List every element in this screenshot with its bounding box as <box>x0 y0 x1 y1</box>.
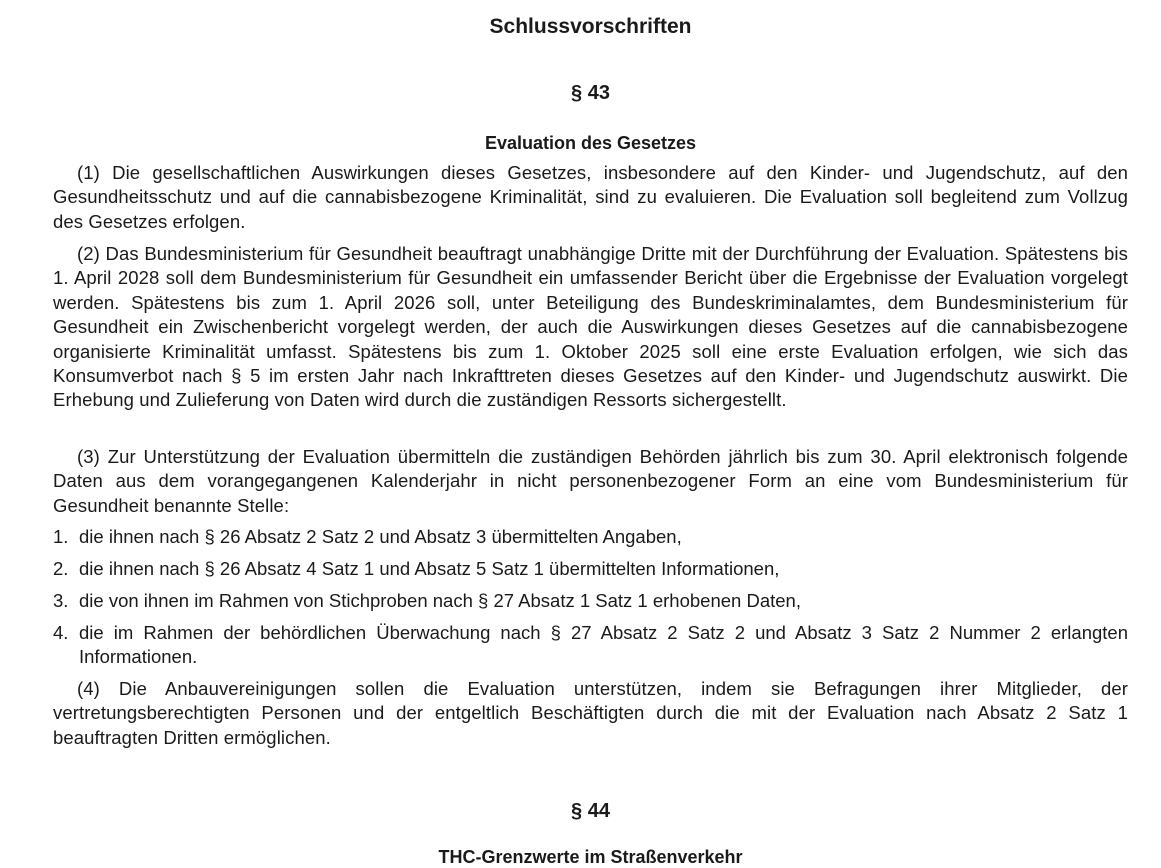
list-item <box>53 621 1128 670</box>
list-item-number: 3. <box>53 590 69 611</box>
list-item-number: 4. <box>53 622 69 643</box>
paragraph-text: (2) Das Bundesministerium für Gesundheit beauftragt unabhängige Dritte mit der Durchführung der Evaluation. Spätestens bis 1. April 2028 soll dem Bundesministerium für Gesundheit ein umfassender Bericht über die Ergebnisse der Evaluation vorgelegt werden. Spätestens bis zum 1. April 2026 soll, unter Beteiligung des Bundeskriminalamtes, dem Bundesministerium für Gesundheit ein Zwischenbericht vorgelegt werden, der auch die Auswirkungen dieses Gesetzes auf die cannabisbezogene organisierte Kriminalität umfasst. Spätestens bis zum 1. Oktober 2025 soll eine erste Evaluation erfolgen, wie sich das Konsumverbot nach § 5 im ersten Jahr nach Inkrafttreten dieses Gesetzes auf den Kinder- und Jugendschutz auswirkt. Die Erhebung und Zulieferung von Daten wird durch die zuständigen Ressorts sichergestellt. <box>53 243 1128 411</box>
list-item-text: die ihnen nach § 26 Absatz 2 Satz 2 und Absatz 3 übermittelten Angaben, <box>79 526 682 547</box>
list-item <box>53 525 1128 549</box>
paragraph-3 <box>53 445 1128 518</box>
list-item <box>53 557 1128 581</box>
section-number: § 43 <box>571 82 610 104</box>
list-item <box>53 589 1128 613</box>
section-number: § 44 <box>571 800 610 822</box>
chapter-heading: Schlussvorschriften <box>489 15 692 38</box>
list-item-text: die im Rahmen der behördlichen Überwachung nach § 27 Absatz 2 Satz 2 und Absatz 3 Satz 2 Nummer 2 erlangten Informationen. <box>79 622 1128 668</box>
section-title: Evaluation des Gesetzes <box>484 133 697 153</box>
paragraph-4 <box>53 677 1128 750</box>
section-title: THC-Grenzwerte im Straßenverkehr <box>438 847 743 867</box>
list-item-text: die von ihnen im Rahmen von Stichproben nach § 27 Absatz 1 Satz 1 erhobenen Daten, <box>79 590 801 611</box>
paragraph-2 <box>53 242 1128 413</box>
list-item-text: die ihnen nach § 26 Absatz 4 Satz 1 und Absatz 5 Satz 1 übermittelten Informationen, <box>79 558 780 579</box>
list-item-number: 1. <box>53 526 69 547</box>
paragraph-text: (4) Die Anbauvereinigungen sollen die Evaluation unterstützen, indem sie Befragungen ihrer Mitglieder, der vertretungsberechtigten Personen und der entgeltlich Beschäftigten durch die mit der Evaluation nach Absatz 2 Satz 1 beauftragten Dritten ermöglichen. <box>53 678 1128 748</box>
paragraph-text: (1) Die gesellschaftlichen Auswirkungen dieses Gesetzes, insbesondere auf den Kinder- und Jugendschutz, auf den Gesundheitsschutz und auf die cannabisbezogene Kriminalität, sind zu evaluieren. Die Evaluation soll begleitend zum Vollzug des Gesetzes erfolgen. <box>53 162 1128 232</box>
paragraph-1 <box>53 161 1128 234</box>
paragraph-text: (3) Zur Unterstützung der Evaluation übermitteln die zuständigen Behörden jährlich bis zum 30. April elektronisch folgende Daten aus dem vorangegangenen Kalenderjahr in nicht personenbezogener Form an eine vom Bundesministerium für Gesundheit benannte Stelle: <box>53 446 1128 516</box>
list-item-number: 2. <box>53 558 69 579</box>
